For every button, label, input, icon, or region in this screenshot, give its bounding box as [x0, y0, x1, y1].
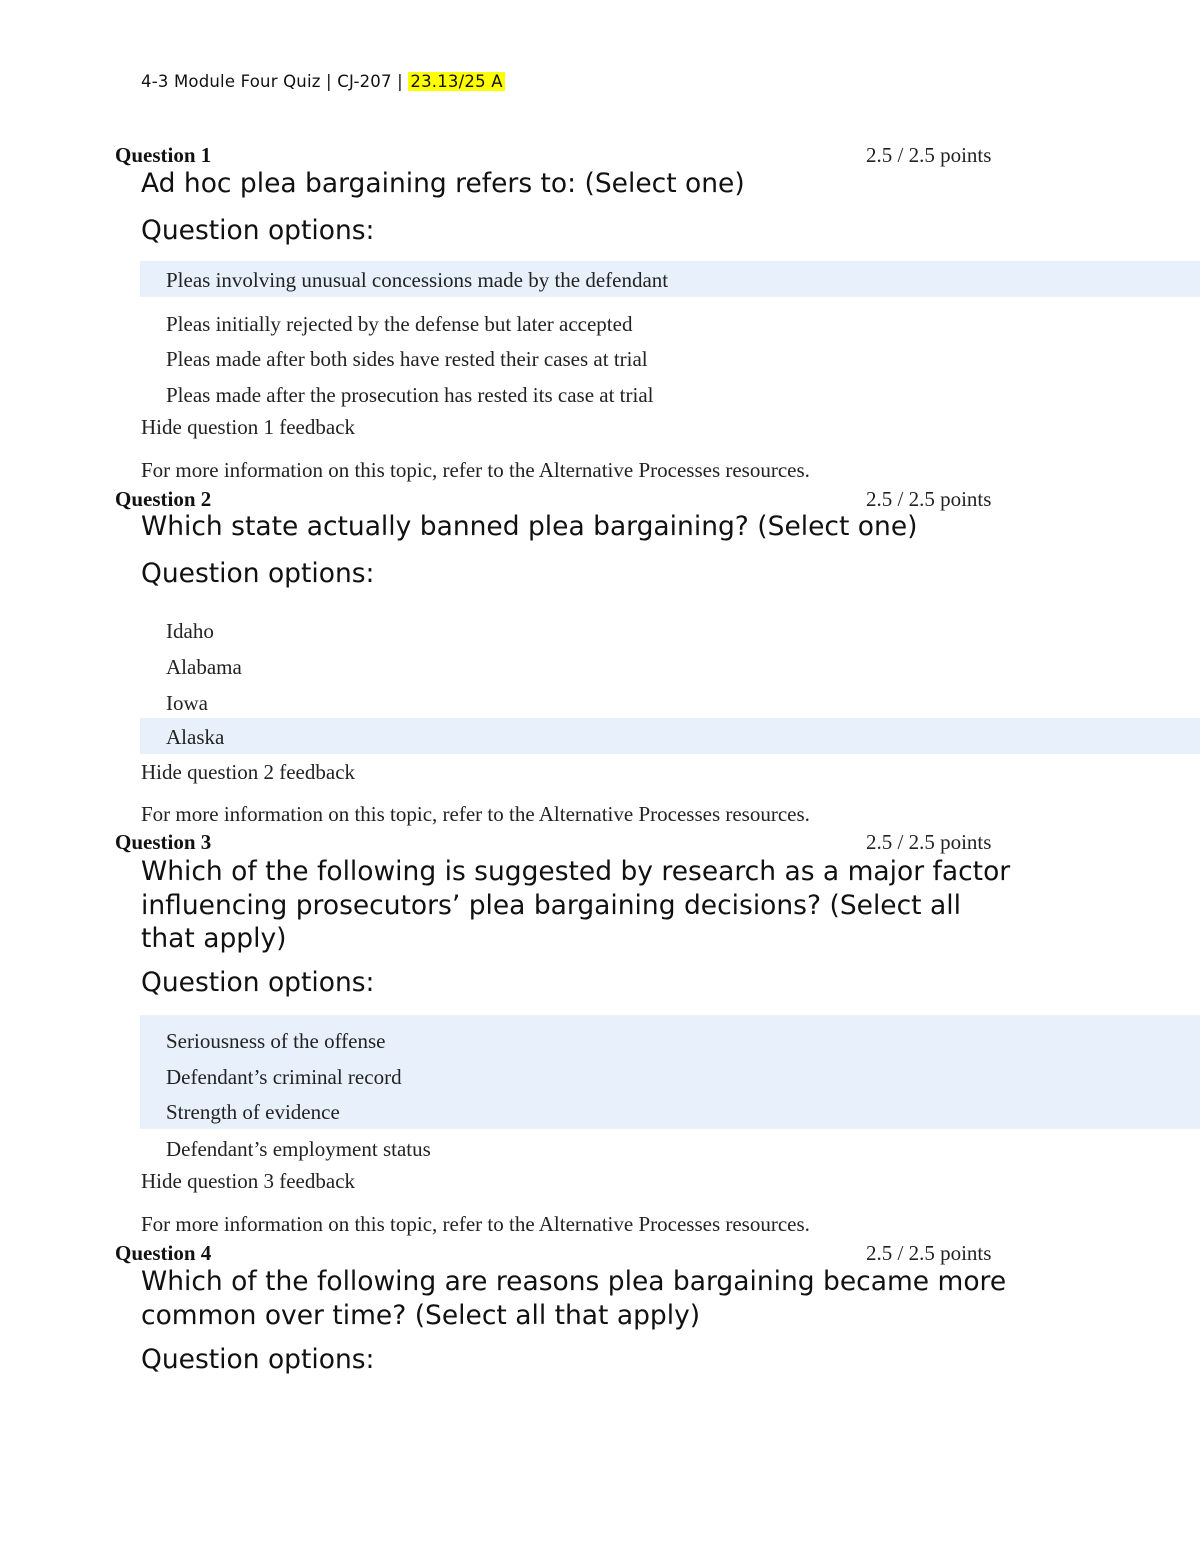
option-selected[interactable]	[140, 718, 1200, 754]
option[interactable]	[140, 684, 1200, 720]
option-text: Pleas initially rejected by the defense but later accepted	[166, 312, 633, 336]
feedback-text: For more information on this topic, refer to the Alternative Processes resources.	[141, 802, 810, 826]
option[interactable]	[140, 376, 1200, 412]
quiz-title: 4-3 Module Four Quiz | CJ-207 |	[141, 72, 403, 91]
option[interactable]	[140, 612, 1200, 648]
question-points: 2.5 / 2.5 points	[866, 1241, 992, 1265]
option-selected[interactable]	[140, 1093, 1200, 1129]
question-options-label: Question options:	[141, 1344, 375, 1375]
question-options-label: Question options:	[141, 967, 375, 998]
option-text: Pleas made after the prosecution has rested its case at trial	[166, 383, 654, 407]
feedback-text: For more information on this topic, refer to the Alternative Processes resources.	[141, 458, 810, 482]
option[interactable]	[140, 305, 1200, 341]
quiz-header	[141, 72, 505, 91]
question-points: 2.5 / 2.5 points	[866, 830, 992, 854]
hide-feedback-link[interactable]: Hide question 1 feedback	[141, 415, 356, 439]
question-options-label: Question options:	[141, 215, 375, 246]
option-text: Defendant’s criminal record	[166, 1065, 402, 1089]
question-label: Question 1	[115, 143, 212, 167]
option-text: Strength of evidence	[166, 1100, 340, 1124]
question-label: Question 4	[115, 1241, 212, 1265]
feedback-text: For more information on this topic, refer to the Alternative Processes resources.	[141, 1212, 810, 1236]
question-points: 2.5 / 2.5 points	[866, 143, 992, 167]
option[interactable]	[140, 648, 1200, 684]
option-text: Pleas made after both sides have rested their cases at trial	[166, 347, 648, 371]
hide-feedback-link[interactable]: Hide question 3 feedback	[141, 1169, 356, 1193]
question-text: Which state actually banned plea bargaining? (Select one)	[141, 511, 918, 542]
quiz-score-highlight: 23.13/25 A	[410, 72, 503, 91]
hide-feedback-link[interactable]: Hide question 2 feedback	[141, 760, 356, 784]
option-text: Alabama	[166, 655, 242, 679]
option-text: Alaska	[166, 725, 225, 749]
option-text: Seriousness of the offense	[166, 1029, 386, 1053]
option[interactable]	[140, 1130, 1200, 1166]
question-options-label: Question options:	[141, 558, 375, 589]
option-text: Idaho	[166, 619, 214, 643]
question-label: Question 2	[115, 487, 212, 511]
question-text: Which of the following are reasons plea bargaining became more common over time? (Select all that apply)	[141, 1266, 1007, 1331]
option-selected[interactable]	[140, 261, 1200, 297]
option-text: Iowa	[166, 691, 208, 715]
question-text: Ad hoc plea bargaining refers to: (Select one)	[141, 168, 745, 199]
question-points: 2.5 / 2.5 points	[866, 487, 992, 511]
question-label: Question 3	[115, 830, 212, 854]
option-selected[interactable]	[140, 1058, 1200, 1094]
option-selected[interactable]	[140, 1022, 1200, 1058]
option-text: Pleas involving unusual concessions made by the defendant	[166, 268, 669, 292]
option[interactable]	[140, 340, 1200, 376]
question-text: Which of the following is suggested by research as a major factor influencing prosecutors’ plea bargaining decisions? (Select all that apply)	[141, 856, 1011, 954]
option-text: Defendant’s employment status	[166, 1137, 431, 1161]
